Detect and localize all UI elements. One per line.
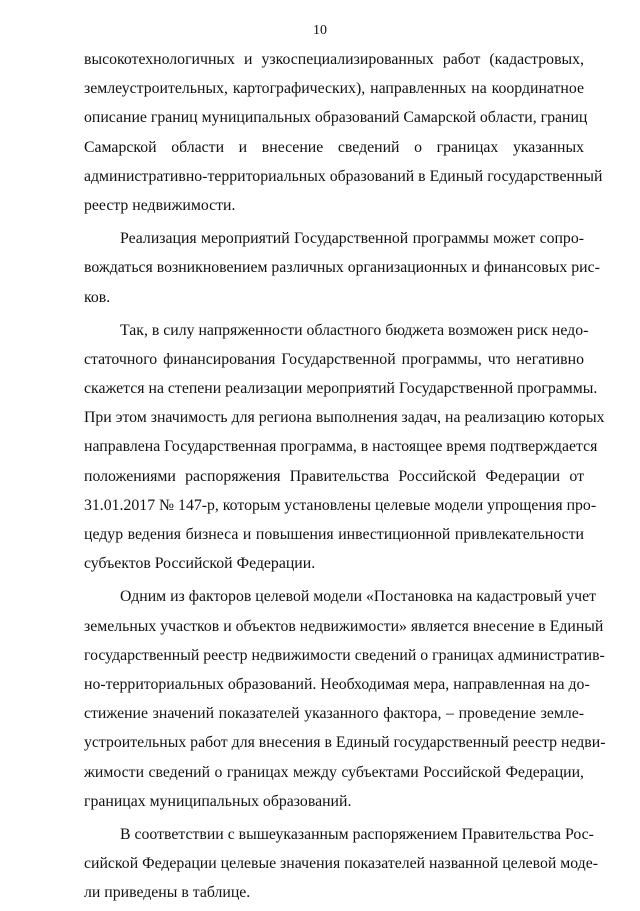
text-line: При этом значимость для региона выполнения задач, на реализацию которых (84, 409, 605, 427)
text-line: вождаться возникновением различных организационных и финансовых рис- (84, 259, 600, 277)
text-line: государственный реестр недвижимости сведений о границах административ- (84, 646, 605, 664)
text-line: положениями распоряжения Правительства Российской Федерации от (84, 467, 584, 485)
text-line: реестр недвижимости. (84, 196, 236, 214)
text-line: субъектов Российской Федерации. (84, 555, 316, 573)
paragraph (84, 224, 600, 312)
text-line: статочного финансирования Государственной программы, что негативно (84, 350, 584, 368)
text-line: но-территориальных образований. Необходимая мера, направленная на до- (84, 675, 590, 693)
text-line: устроительных работ для внесения в Единый государственный реестр недви- (84, 734, 606, 752)
text-line: административно-территориальных образований в Единый государственный (84, 167, 603, 185)
text-line: цедур ведения бизнеса и повышения инвестиционной привлекательности (84, 526, 584, 543)
paragraph (84, 820, 598, 908)
text-line: направлена Государственная программа, в настоящее время подтверждается (84, 438, 598, 456)
text-line: границах муниципальных образований. (84, 792, 352, 810)
text-line: Самарской области и внесение сведений о границах указанных (84, 138, 584, 156)
text-line: Одним из факторов целевой модели «Постановка на кадастровый учет (120, 588, 597, 606)
text-line: высокотехнологичных и узкоспециализированных работ (кадастровых, (84, 51, 584, 68)
paragraph (84, 582, 606, 816)
text-line: земельных участков и объектов недвижимости» является внесение в Единый (84, 617, 604, 635)
text-line: сийской Федерации целевые значения показателей названной целевой моде- (84, 855, 598, 873)
paragraph (84, 45, 603, 220)
text-line: Так, в силу напряженности областного бюджета возможен риск недо- (120, 321, 589, 339)
text-line: скажется на степени реализации мероприятий Государственной программы. (84, 380, 598, 398)
page-number: 10 (313, 23, 327, 38)
text-line: 31.01.2017 № 147-р, которым установлены целевые модели упрощения про- (84, 496, 597, 514)
text-line: Реализация мероприятий Государственной программы может сопро- (120, 230, 584, 248)
text-line: описание границ муниципальных образований Самарской области, границ (84, 109, 588, 127)
text-line: ков. (84, 288, 111, 306)
document-body (84, 45, 606, 911)
text-line: землеустроительных, картографических), направленных на координатное (84, 80, 584, 98)
text-line: В соответствии с вышеуказанным распоряжением Правительства Рос- (120, 825, 594, 843)
text-line: жимости сведений о границах между субъектами Российской Федерации, (84, 763, 584, 781)
text-line: стижение значений показателей указанного фактора, – проведение земле- (84, 705, 584, 723)
text-line: ли приведены в таблице. (84, 884, 251, 902)
paragraph (84, 316, 605, 579)
